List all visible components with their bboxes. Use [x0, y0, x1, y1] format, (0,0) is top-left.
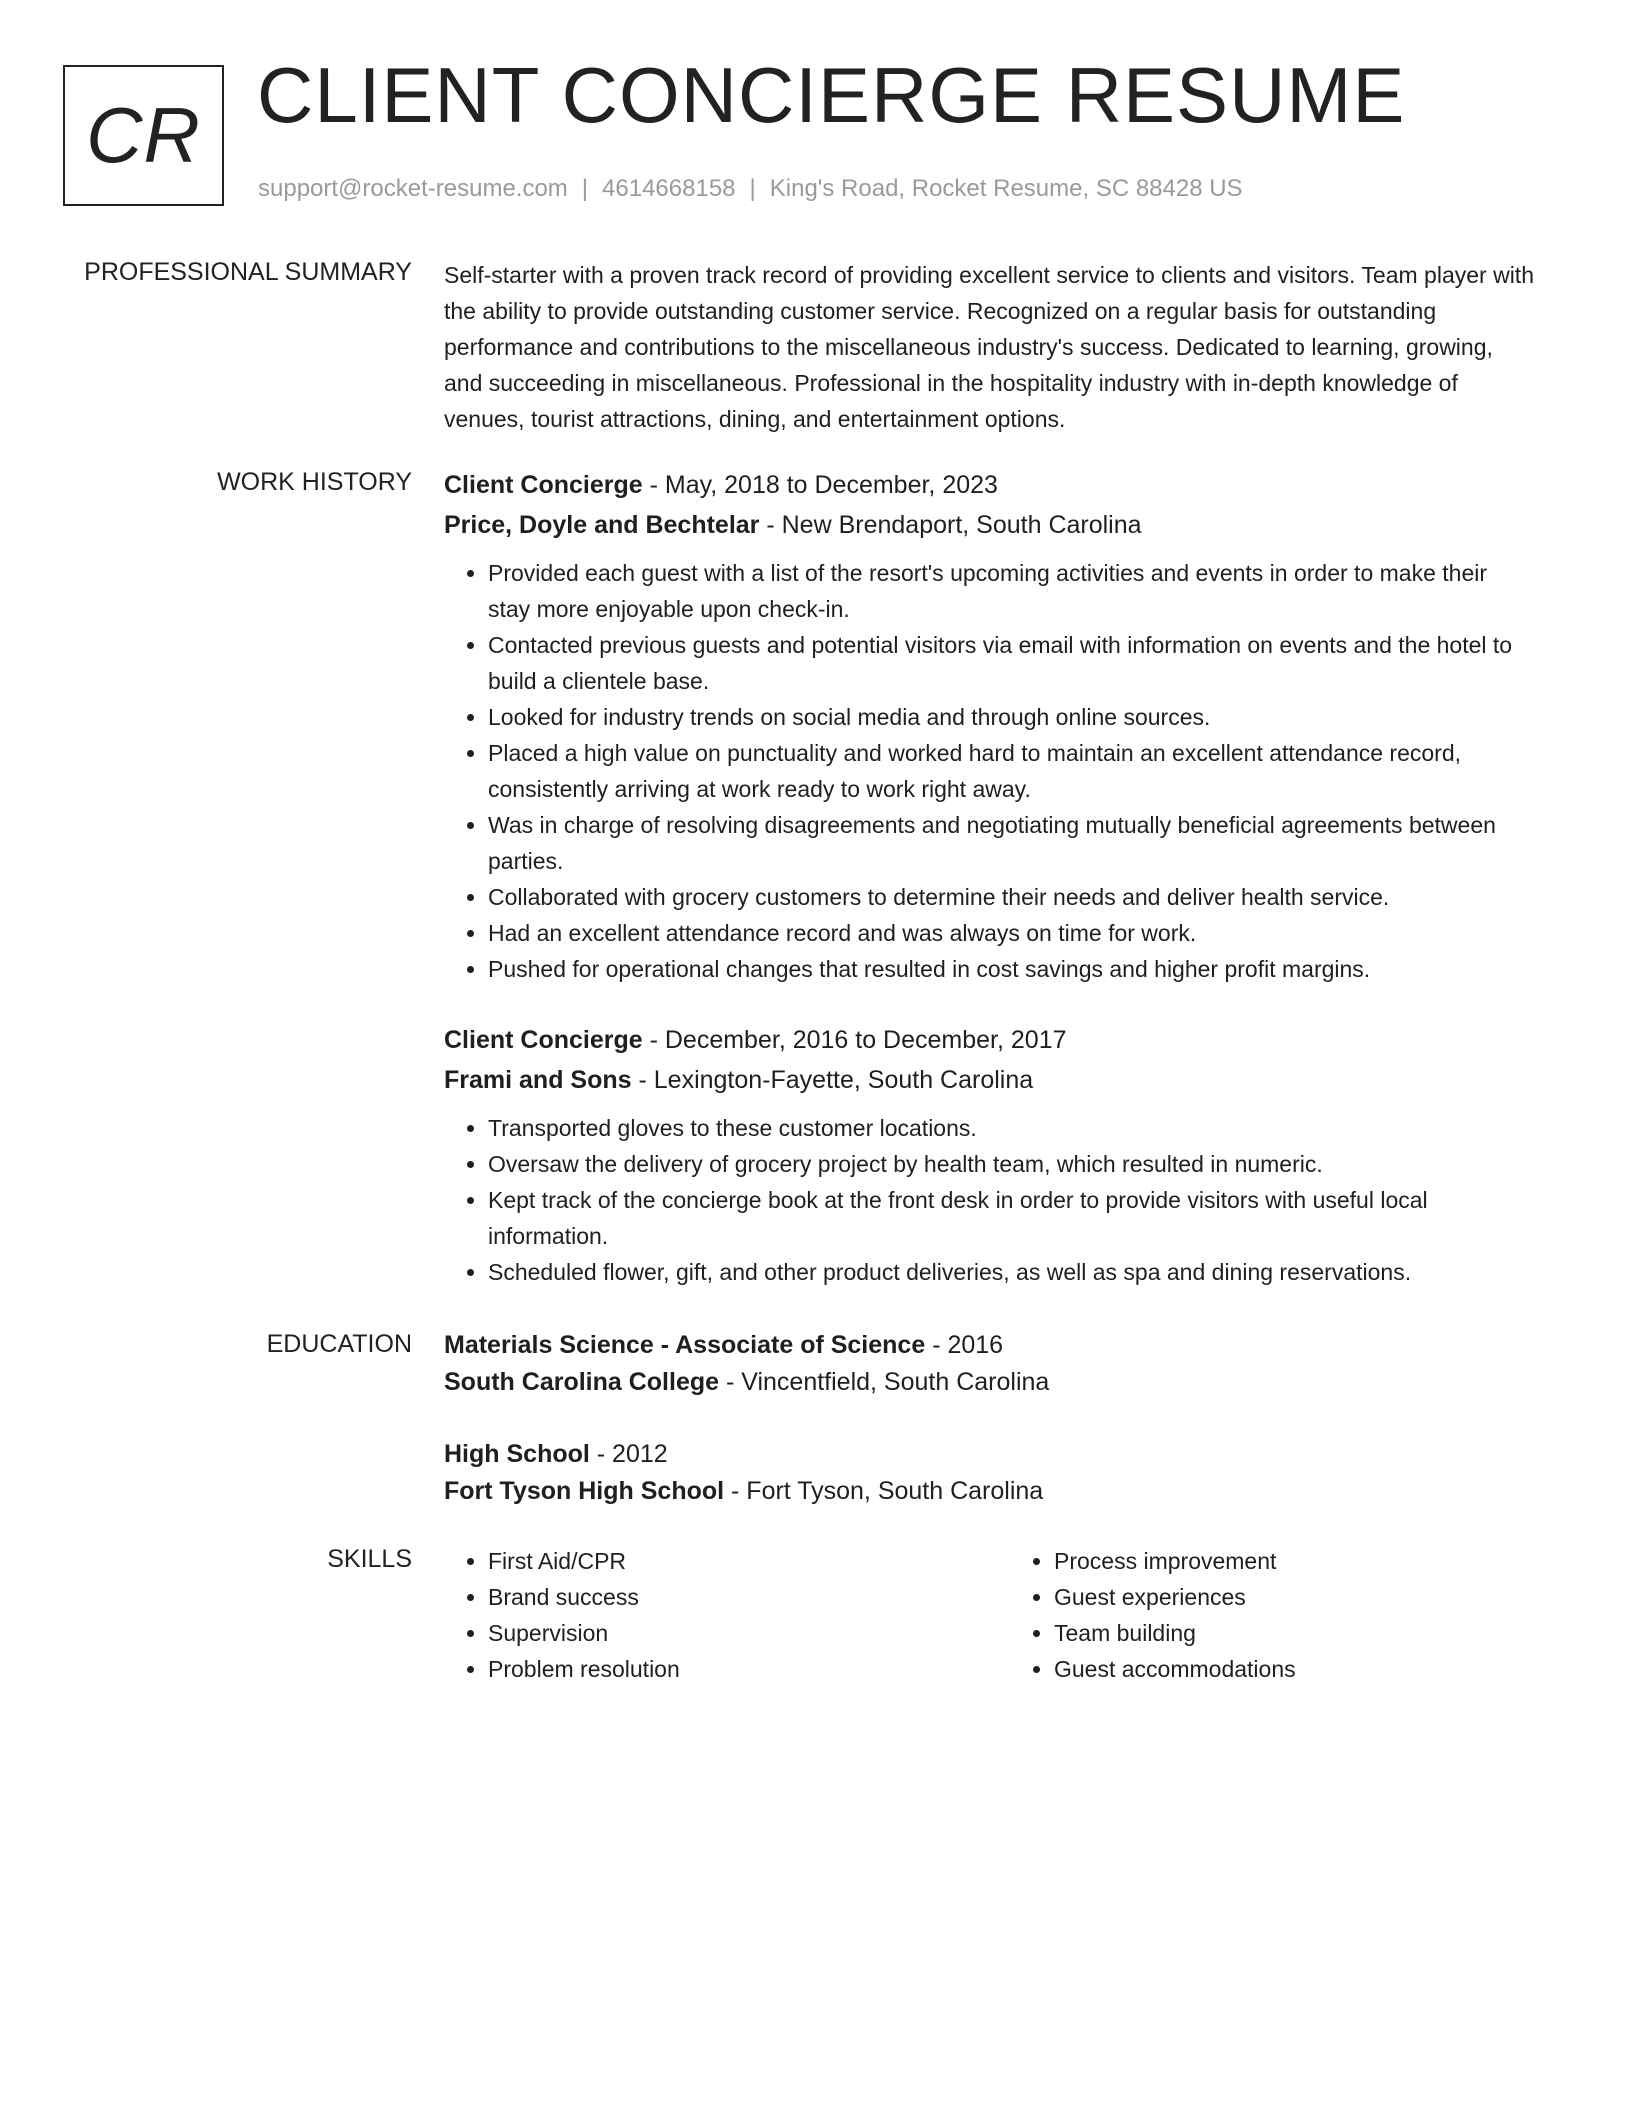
job-location: - New Brendaport, South Carolina	[759, 511, 1142, 539]
list-item: • Oversaw the delivery of grocery project by health team, which resulted in numeric.	[488, 1146, 1534, 1182]
monogram-logo: CR	[63, 65, 224, 206]
summary-text: Self-starter with a proven track record of providing excellent service to clients and visitors. Team player with the ability to provide outstanding customer service. Recognized on a regular basis for outstanding performance and contributions to the miscellaneous industry's success. Dedicated to learning, growing, and succeeding in miscellaneous. Professional in the hospitality industry with in-depth knowledge of venues, tourist attractions, dining, and entertainment options.	[444, 262, 1534, 432]
job-dates: - May, 2018 to December, 2023	[642, 471, 998, 499]
school-line	[444, 1365, 1534, 1399]
list-item: • Problem resolution	[488, 1651, 968, 1687]
degree-name: High School	[444, 1440, 590, 1468]
school-line	[444, 1474, 1534, 1508]
job-company: Frami and Sons	[444, 1066, 632, 1094]
job-title-line	[444, 1020, 1534, 1060]
job-title-line	[444, 465, 1534, 505]
resume-title: CLIENT CONCIERGE RESUME	[257, 51, 1406, 139]
list-item: • Pushed for operational changes that resulted in cost savings and higher profit margins.	[488, 951, 1534, 987]
education-entry-1	[444, 1325, 1534, 1399]
school-location: - Vincentfield, South Carolina	[719, 1368, 1050, 1396]
list-item: • Brand success	[488, 1579, 968, 1615]
job-title: Client Concierge	[444, 1026, 643, 1054]
degree-name: Materials Science - Associate of Science	[444, 1331, 926, 1359]
list-item: • Contacted previous guests and potential visitors via email with information on events and the hotel to build a clientele base.	[488, 627, 1534, 699]
work-history-job-2	[444, 1020, 1534, 1290]
list-item: • Looked for industry trends on social media and through online sources.	[488, 699, 1534, 735]
list-item: • Transported gloves to these customer locations.	[488, 1110, 1534, 1146]
education-entry-2	[444, 1434, 1534, 1508]
list-item: • Supervision	[488, 1615, 968, 1651]
job-dates: - December, 2016 to December, 2017	[642, 1026, 1067, 1054]
list-item: • Collaborated with grocery customers to determine their needs and deliver health service.	[488, 879, 1534, 915]
list-item: • Had an excellent attendance record and was always on time for work.	[488, 915, 1534, 951]
degree-year: - 2016	[925, 1331, 1004, 1359]
section-label-skills: SKILLS	[327, 1545, 412, 1573]
work-history-job-1	[444, 465, 1534, 987]
section-label-summary: PROFESSIONAL SUMMARY	[84, 258, 412, 286]
job-bullets	[444, 1110, 1534, 1290]
skills-list-right	[1010, 1543, 1534, 1687]
contact-line	[258, 175, 1243, 203]
list-item: • Placed a high value on punctuality and worked hard to maintain an excellent attendance record, consistently arriving at work ready to work right away.	[488, 735, 1534, 807]
degree-line	[444, 1325, 1534, 1365]
job-company-line	[444, 505, 1534, 545]
school-name: South Carolina College	[444, 1368, 720, 1396]
list-item: • Guest accommodations	[1054, 1651, 1534, 1687]
list-item: • Was in charge of resolving disagreements and negotiating mutually beneficial agreements between parties.	[488, 807, 1534, 879]
degree-line	[444, 1434, 1534, 1474]
school-location: - Fort Tyson, South Carolina	[724, 1477, 1044, 1505]
list-item: • Guest experiences	[1054, 1579, 1534, 1615]
contact-separator: |	[581, 175, 589, 202]
degree-year: - 2012	[589, 1440, 668, 1468]
job-bullets	[444, 555, 1534, 987]
contact-separator: |	[749, 175, 756, 202]
job-company-line	[444, 1060, 1534, 1100]
list-item: • Provided each guest with a list of the resort's upcoming activities and events in order to make their stay more enjoyable upon check-in.	[488, 555, 1534, 627]
list-item: • First Aid/CPR	[488, 1543, 968, 1579]
job-title: Client Concierge	[444, 471, 643, 499]
skills-list-left	[444, 1543, 968, 1687]
skills-columns	[444, 1543, 1534, 1687]
summary-section	[444, 257, 1534, 437]
list-item: • Scheduled flower, gift, and other product deliveries, as well as spa and dining reservations.	[488, 1254, 1534, 1290]
list-item: • Process improvement	[1054, 1543, 1534, 1579]
section-label-education: EDUCATION	[266, 1330, 412, 1358]
skills-section	[444, 1543, 1534, 1687]
job-company: Price, Doyle and Bechtelar	[444, 511, 760, 539]
contact-email[interactable]: support@rocket-resume.com	[258, 175, 568, 202]
contact-phone[interactable]: 4614668158	[602, 175, 736, 202]
list-item: • Kept track of the concierge book at the front desk in order to provide visitors with useful local information.	[488, 1182, 1534, 1254]
section-label-work-history: WORK HISTORY	[217, 468, 412, 496]
contact-address: King's Road, Rocket Resume, SC 88428 US	[769, 175, 1243, 202]
school-name: Fort Tyson High School	[444, 1477, 725, 1505]
list-item: • Team building	[1054, 1615, 1534, 1651]
job-location: - Lexington-Fayette, South Carolina	[631, 1066, 1034, 1094]
